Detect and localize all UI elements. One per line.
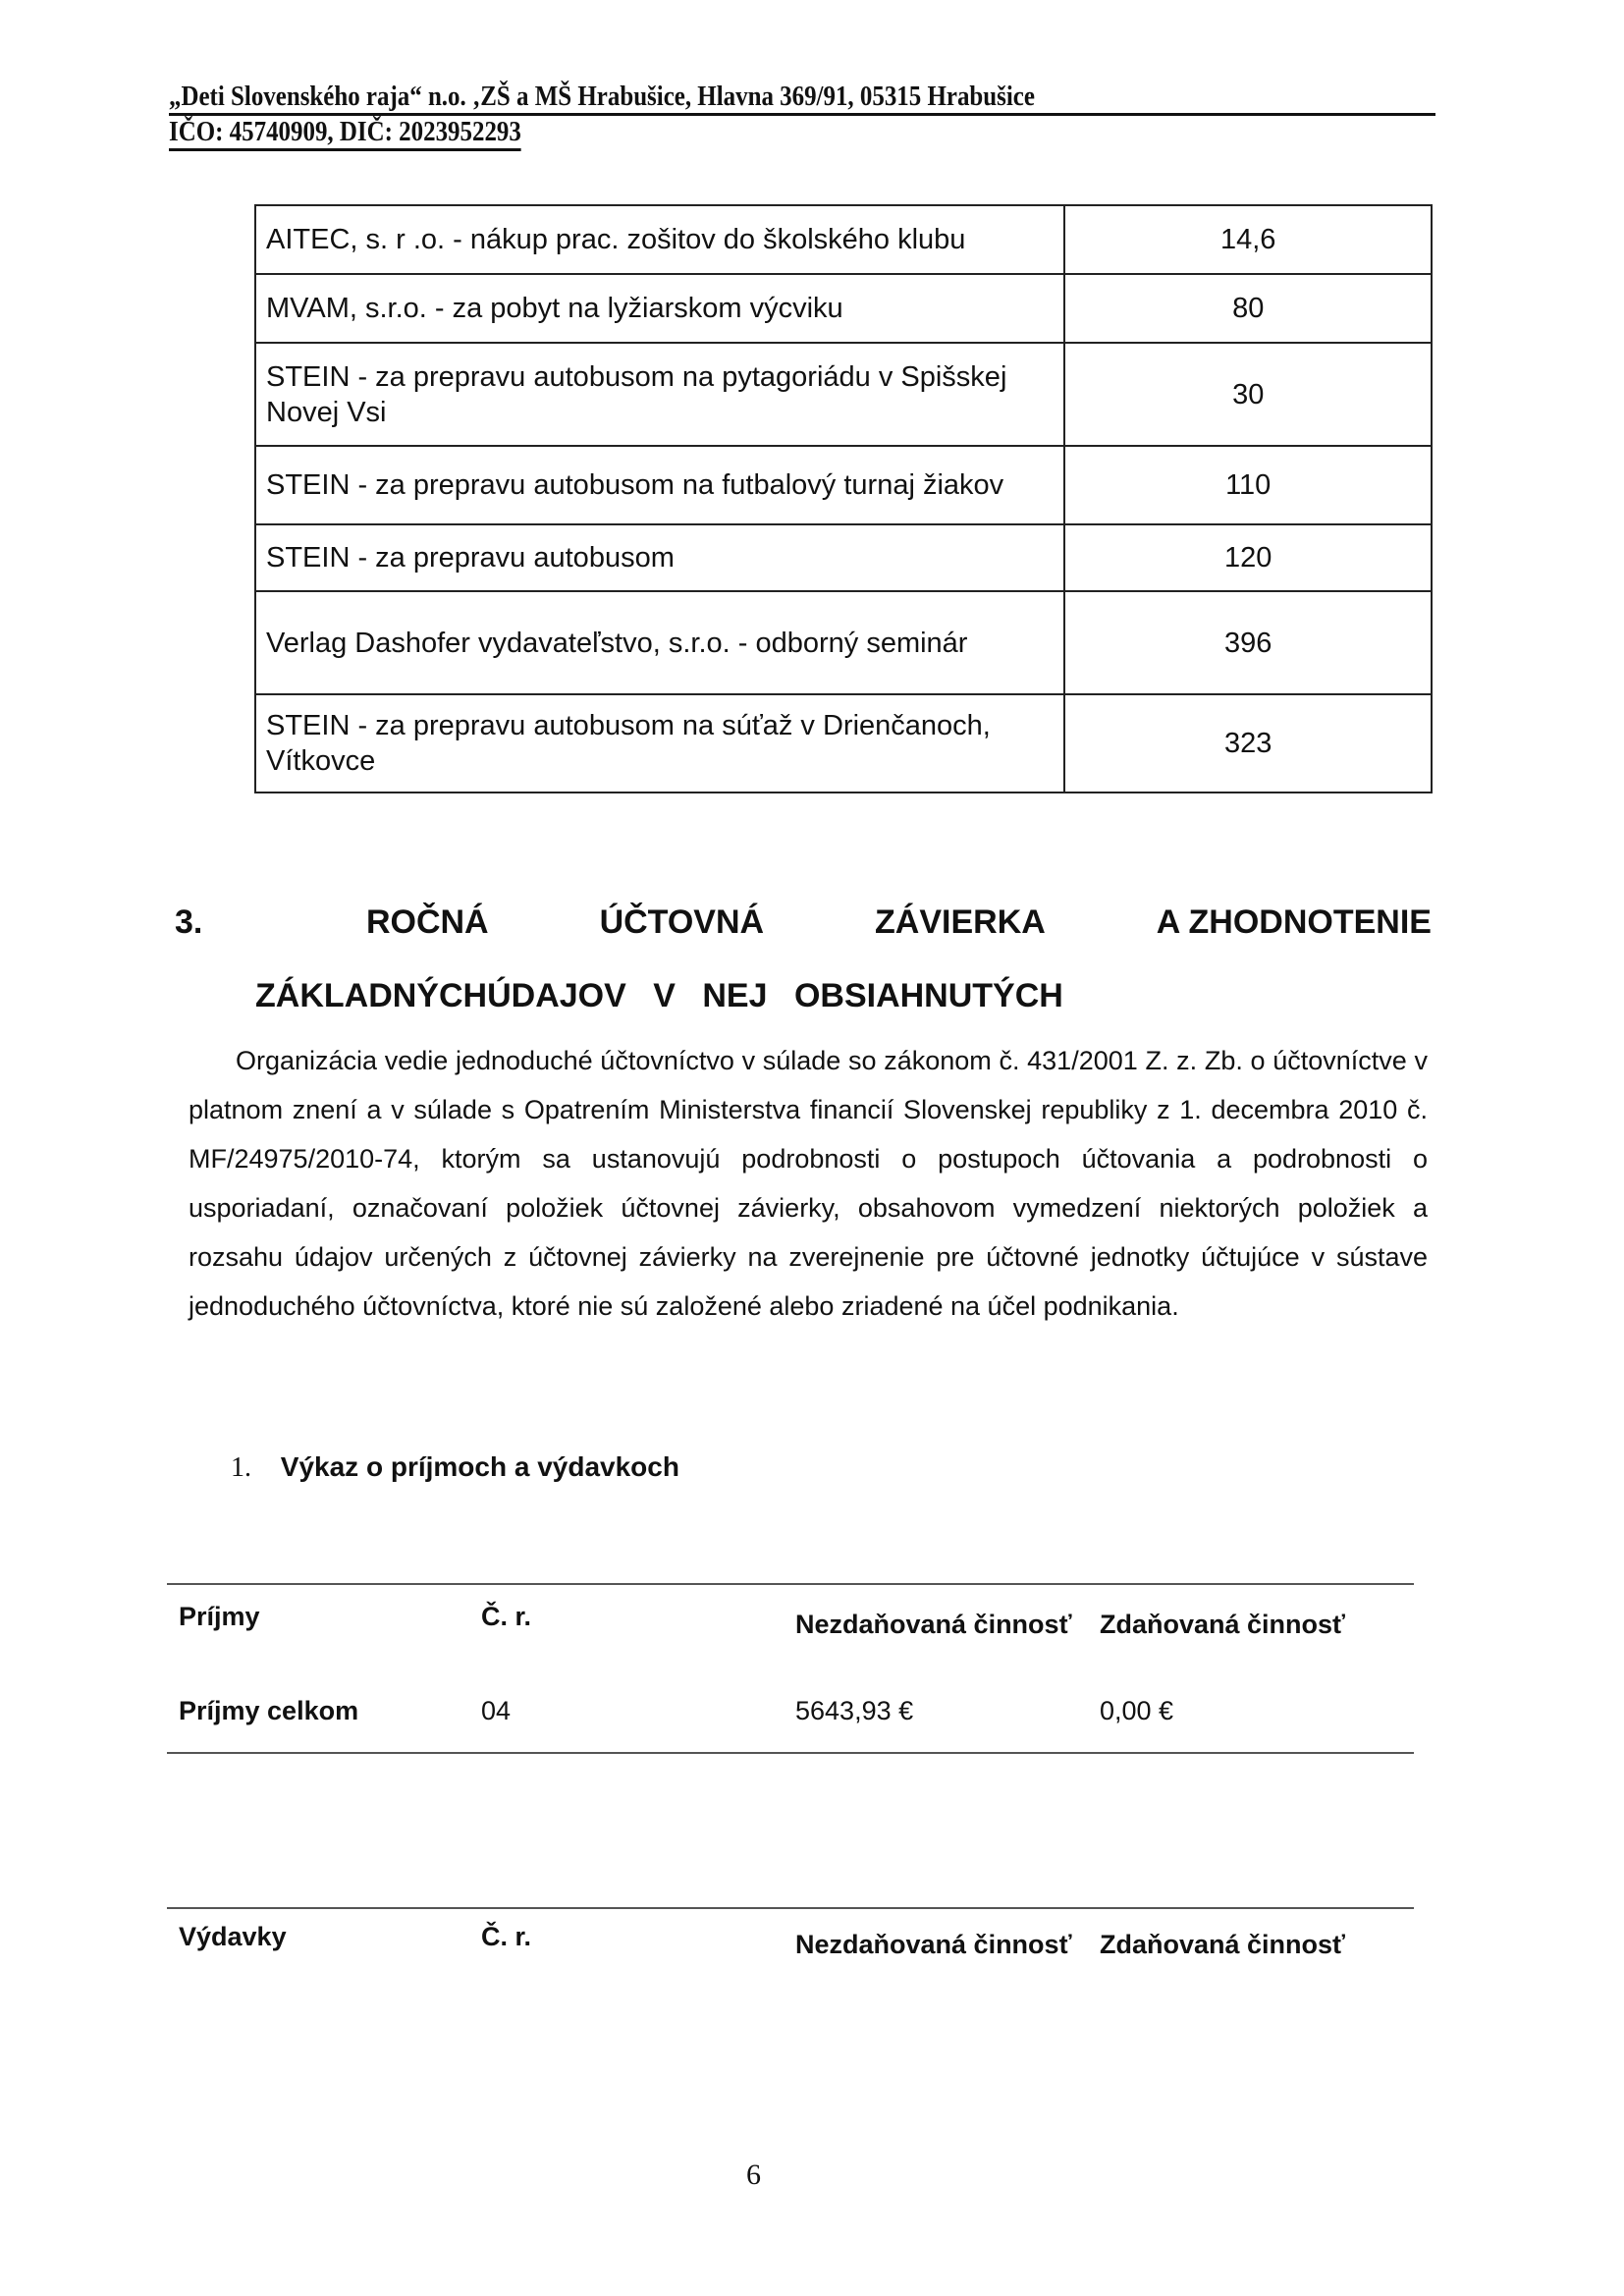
table-row [255, 591, 1432, 694]
item-amount: 30 [1064, 343, 1432, 446]
expense-table [167, 1907, 1414, 1970]
table-rule [167, 1752, 1414, 1754]
letterhead [169, 81, 1624, 151]
section-title-line2: ZÁKLADNÝCHÚDAJOV V NEJ OBSIAHNUTÝCH [255, 977, 1063, 1014]
header-cell: Nezdaňovaná činnosť [795, 1610, 1072, 1639]
section-number: 3. [175, 903, 203, 941]
item-description: Verlag Dashofer vydavateľstvo, s.r.o. - odborný seminár [255, 591, 1064, 694]
item-amount: 110 [1064, 446, 1432, 524]
table-header-row [167, 1909, 1414, 1970]
letterhead-org-address: „Deti Slovenského raja“ n.o. ‚ZŠ a MŠ Hrabušice, Hlavna 369/91, 05315 Hrabušice [169, 81, 1435, 116]
table-row [255, 343, 1432, 446]
section-title-word: ROČNÁ [365, 903, 489, 941]
non-taxed-value: 5643,93 € [795, 1696, 914, 1725]
subsection-title: Výkaz o príjmoch a výdavkoch [280, 1451, 679, 1482]
table-row [255, 274, 1432, 343]
header-cell: Nezdaňovaná činnosť [795, 1930, 1072, 1959]
table-row [255, 446, 1432, 524]
row-number: 04 [481, 1696, 512, 1725]
item-amount: 120 [1064, 524, 1432, 591]
item-description: STEIN - za prepravu autobusom na súťaž v Drienčanoch, Vítkovce [255, 694, 1064, 793]
header-cell: Zdaňovaná činnosť [1100, 1930, 1345, 1959]
table-row [167, 1691, 1414, 1730]
taxed-value: 0,00 € [1100, 1696, 1174, 1725]
section-title-word: ÚČTOVNÁ [599, 903, 765, 941]
header-cell: Č. r. [481, 1922, 532, 1951]
item-description: STEIN - za prepravu autobusom [255, 524, 1064, 591]
table-row [255, 205, 1432, 274]
section-heading [175, 903, 1432, 1015]
item-description: AITEC, s. r .o. - nákup prac. zošitov do školského klubu [255, 205, 1064, 274]
header-cell: Príjmy [179, 1602, 260, 1631]
header-cell: Zdaňovaná činnosť [1100, 1610, 1345, 1639]
header-cell: Č. r. [481, 1602, 532, 1631]
item-description: MVAM, s.r.o. - za pobyt na lyžiarskom výcviku [255, 274, 1064, 343]
subsection-heading [231, 1451, 679, 1484]
item-description: STEIN - za prepravu autobusom na futbalový turnaj žiakov [255, 446, 1064, 524]
income-table [167, 1583, 1414, 1754]
row-label: Príjmy celkom [179, 1696, 359, 1725]
expense-items-table [254, 204, 1433, 793]
item-description: STEIN - za prepravu autobusom na pytagoriádu v Spišskej Novej Vsi [255, 343, 1064, 446]
letterhead-ids: IČO: 45740909, DIČ: 2023952293 [169, 116, 521, 151]
subsection-number: 1. [231, 1452, 251, 1483]
item-amount: 80 [1064, 274, 1432, 343]
section-title-word: A ZHODNOTENIE [1156, 903, 1432, 941]
paragraph-text: Organizácia vedie jednoduché účtovníctvo v súlade so zákonom č. 431/2001 Z. z. Zb. o účtovníctve v platnom znení a v súlade s Opatrením Ministerstva financií Slovenskej republiky z 1. decembra 2010 č. MF/24975/2010-74, ktorým sa ustanovujú podrobnosti o postupoch účtovania a podrobnosti o usporiadaní, označovaní položiek účtovnej závierky, obsahovom vymedzení niektorých položiek a rozsahu údajov určených z účtovnej závierky na zverejnenie pre účtovné jednotky účtujúce v sústave jednoduchého účtovníctva, ktoré nie sú založené alebo zriadené na účel podnikania. [189, 1046, 1428, 1321]
page-number: 6 [746, 2159, 761, 2191]
section-title-word: ZÁVIERKA [875, 903, 1046, 941]
table-row [255, 524, 1432, 591]
header-cell: Výdavky [179, 1922, 287, 1951]
table-header-row [167, 1585, 1414, 1650]
item-amount: 14,6 [1064, 205, 1432, 274]
table-row [255, 694, 1432, 793]
body-paragraph [189, 1036, 1428, 1331]
item-amount: 323 [1064, 694, 1432, 793]
item-amount: 396 [1064, 591, 1432, 694]
